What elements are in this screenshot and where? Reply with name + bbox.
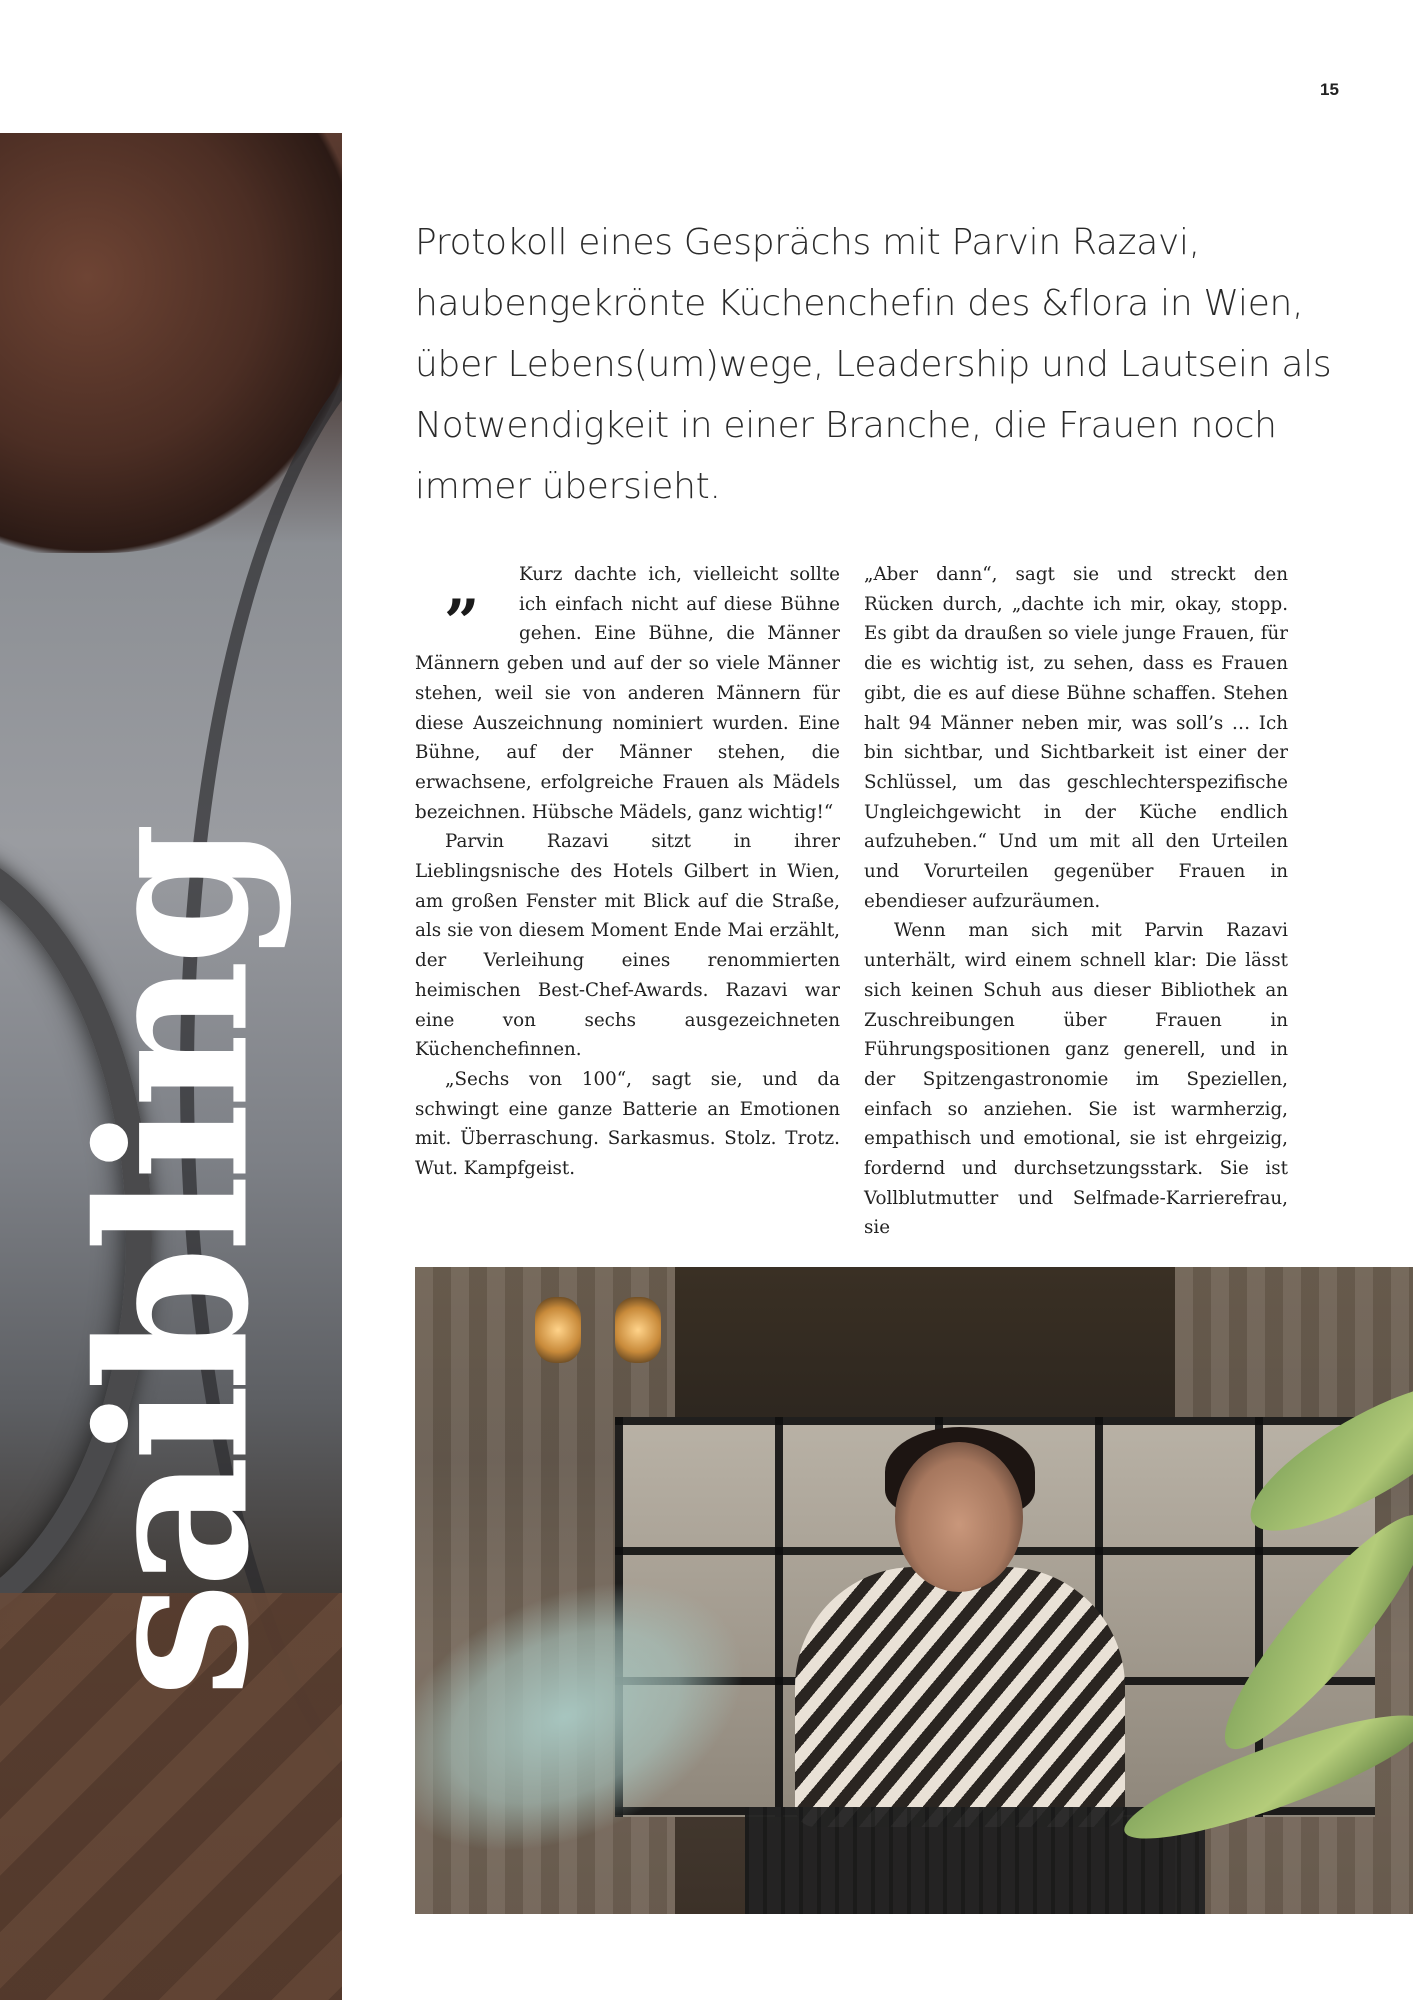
intro-text: Protokoll eines Gesprächs mit Parvin Razavi, haubengekrönte Küchenchefin des &flora in Wien, über Lebens(um)wege, Leadership und Lautsein als Notwendigkeit in einer Branche, die Frauen noch immer übersieht. — [415, 222, 1332, 507]
side-word: saibling — [54, 828, 295, 1698]
article-paragraph: „Aber dann“, sagt sie und streckt den Rücken durch, „dachte ich mir, okay, stopp. Es gibt da draußen so viele junge Frauen, für die es wichtig ist, zu sehen, dass es Frauen gibt, die es auf diese Bühne schaffen. Stehen halt 94 Männer neben mir, was soll’s … Ich bin sichtbar, und Sichtbarkeit ist einer der Schlüssel, um das geschlechterspezifische Ungleichgewicht in der Küche endlich aufzuheben.“ Und um mit all den Urteilen und Vorurteilen gegenüber Frauen in ebendieser aufzuräumen. — [864, 564, 1288, 912]
article-paragraph: Wenn man sich mit Parvin Razavi unterhält, wird einem schnell klar: Die lässt sich keinen Schuh aus dieser Bibliothek an Zuschreibungen über Frauen in Führungspositionen ganz generell, und in der Spitzengastronomie im Speziellen, einfach so anziehen. Sie ist warmherzig, empathisch und emotional, sie ist ehrgeizig, fordernd und durchsetzungsstark. Sie ist Vollblutmutter und Selfmade-Karrierefrau, sie — [864, 920, 1288, 1239]
portrait-photo — [415, 1267, 1413, 1914]
page-number: 15 — [1320, 80, 1339, 99]
article-paragraph: „Sechs von 100“, sagt sie, und da schwingt eine ganze Batterie an Emotionen mit. Überraschung. Sarkasmus. Stolz. Trotz. Wut. Kampfgeist. — [415, 1068, 840, 1180]
person-head-shape — [895, 1442, 1023, 1592]
article-column-left — [415, 550, 840, 1184]
person-body-shape — [795, 1567, 1125, 1827]
lamp-shape — [535, 1297, 581, 1363]
lamp-shape — [615, 1297, 661, 1363]
side-photo — [0, 133, 342, 2000]
article-paragraph: Parvin Razavi sitzt in ihrer Lieblingsnische des Hotels Gilbert in Wien, am großen Fenster mit Blick auf die Straße, als sie von diesem Moment Ende Mai erzählt, der Verleihung eines renommierten heimischen Best-Chef-Awards. Razavi war eine von sechs ausgezeichneten Küchenchefinnen. — [415, 831, 840, 1061]
quote-mark: „ — [445, 550, 481, 623]
article-paragraph: Kurz dachte ich, vielleicht sollte ich einfach nicht auf diese Bühne gehen. Eine Bühne, die Männer Männern geben und auf der so viele Männer stehen, weil sie von anderen Männern für diese Auszeichnung nominiert wurden. Eine Bühne, auf der Männer stehen, die erwachsene, erfolgreiche Frauen als Mädels bezeichnen. Hübsche Mädels, ganz wichtig!“ — [415, 564, 840, 823]
article-column-right — [864, 560, 1288, 1243]
